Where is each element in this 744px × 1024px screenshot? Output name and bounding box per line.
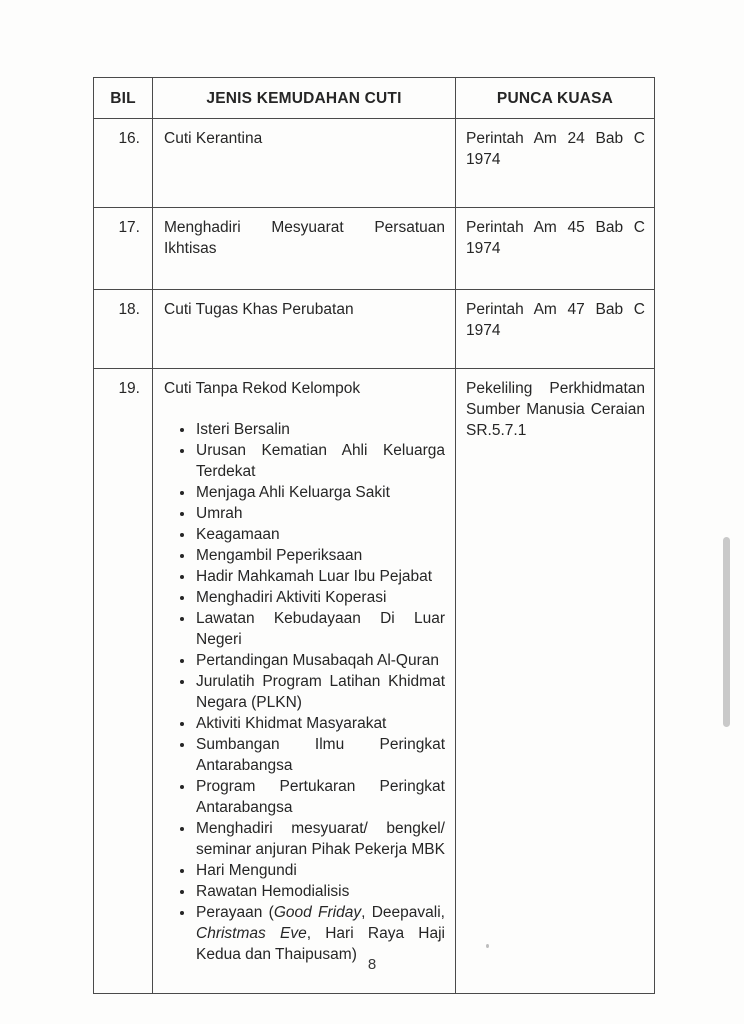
cell-jenis-17: Menghadiri Mesyuarat Persatuan Ikhtisas xyxy=(153,208,456,290)
table-header-row xyxy=(94,78,655,119)
table-row xyxy=(94,290,655,369)
leave-sub-item: • Rawatan Hemodialisis xyxy=(195,881,445,902)
cell-jenis-16: Cuti Kerantina xyxy=(153,119,456,208)
leave-sub-item: • Hari Mengundi xyxy=(195,860,445,881)
cell-punca-18: Perintah Am 47 Bab C 1974 xyxy=(456,290,655,369)
leave-sub-item: • Lawatan Kebudayaan Di Luar Negeri xyxy=(195,608,445,650)
col-header-punca-kuasa: PUNCA KUASA xyxy=(456,78,655,119)
leave-sub-item: • Jurulatih Program Latihan Khidmat Negara (PLKN) xyxy=(195,671,445,713)
leave-sub-item: • Aktiviti Khidmat Masyarakat xyxy=(195,713,445,734)
col-header-bil: BIL xyxy=(94,78,153,119)
cell-punca-16: Perintah Am 24 Bab C 1974 xyxy=(456,119,655,208)
leave-type-title: Cuti Tanpa Rekod Kelompok xyxy=(164,380,361,397)
leave-sub-item: • Mengambil Peperiksaan xyxy=(195,545,445,566)
leave-table xyxy=(93,77,655,994)
leave-sub-item: • Menghadiri mesyuarat/ bengkel/ seminar anjuran Pihak Pekerja MBK xyxy=(195,818,445,860)
page-number: 8 xyxy=(367,956,377,973)
scan-speck xyxy=(486,944,489,948)
leave-sub-list xyxy=(164,419,445,965)
cell-bil-18: 18. xyxy=(94,290,153,369)
leave-sub-item: • Pertandingan Musabaqah Al-Quran xyxy=(195,650,445,671)
leave-sub-item: • Sumbangan Ilmu Peringkat Antarabangsa xyxy=(195,734,445,776)
scrollbar-thumb[interactable] xyxy=(723,537,730,727)
leave-sub-item: • Hadir Mahkamah Luar Ibu Pejabat xyxy=(195,566,445,587)
leave-sub-item: • Perayaan (Good Friday, Deepavali, Christmas Eve, Hari Raya Haji Kedua dan Thaipusam) xyxy=(195,902,445,965)
table-row xyxy=(94,119,655,208)
cell-bil-19: 19. xyxy=(94,369,153,994)
cell-punca-17: Perintah Am 45 Bab C 1974 xyxy=(456,208,655,290)
cell-jenis-19 xyxy=(153,369,456,994)
leave-sub-item: • Umrah xyxy=(195,503,445,524)
leave-sub-item: • Isteri Bersalin xyxy=(195,419,445,440)
leave-sub-item: • Menjaga Ahli Keluarga Sakit xyxy=(195,482,445,503)
leave-sub-item: • Keagamaan xyxy=(195,524,445,545)
cell-bil-16: 16. xyxy=(94,119,153,208)
leave-sub-item: • Urusan Kematian Ahli Keluarga Terdekat xyxy=(195,440,445,482)
cell-punca-19: Pekeliling Perkhidmatan Sumber Manusia Ceraian SR.5.7.1 xyxy=(456,369,655,994)
table-row xyxy=(94,369,655,994)
table-row xyxy=(94,208,655,290)
col-header-jenis-kemudahan-cuti: JENIS KEMUDAHAN CUTI xyxy=(153,78,456,119)
cell-bil-17: 17. xyxy=(94,208,153,290)
leave-sub-item: • Menghadiri Aktiviti Koperasi xyxy=(195,587,445,608)
leave-sub-item: • Program Pertukaran Peringkat Antarabangsa xyxy=(195,776,445,818)
cell-jenis-18: Cuti Tugas Khas Perubatan xyxy=(153,290,456,369)
